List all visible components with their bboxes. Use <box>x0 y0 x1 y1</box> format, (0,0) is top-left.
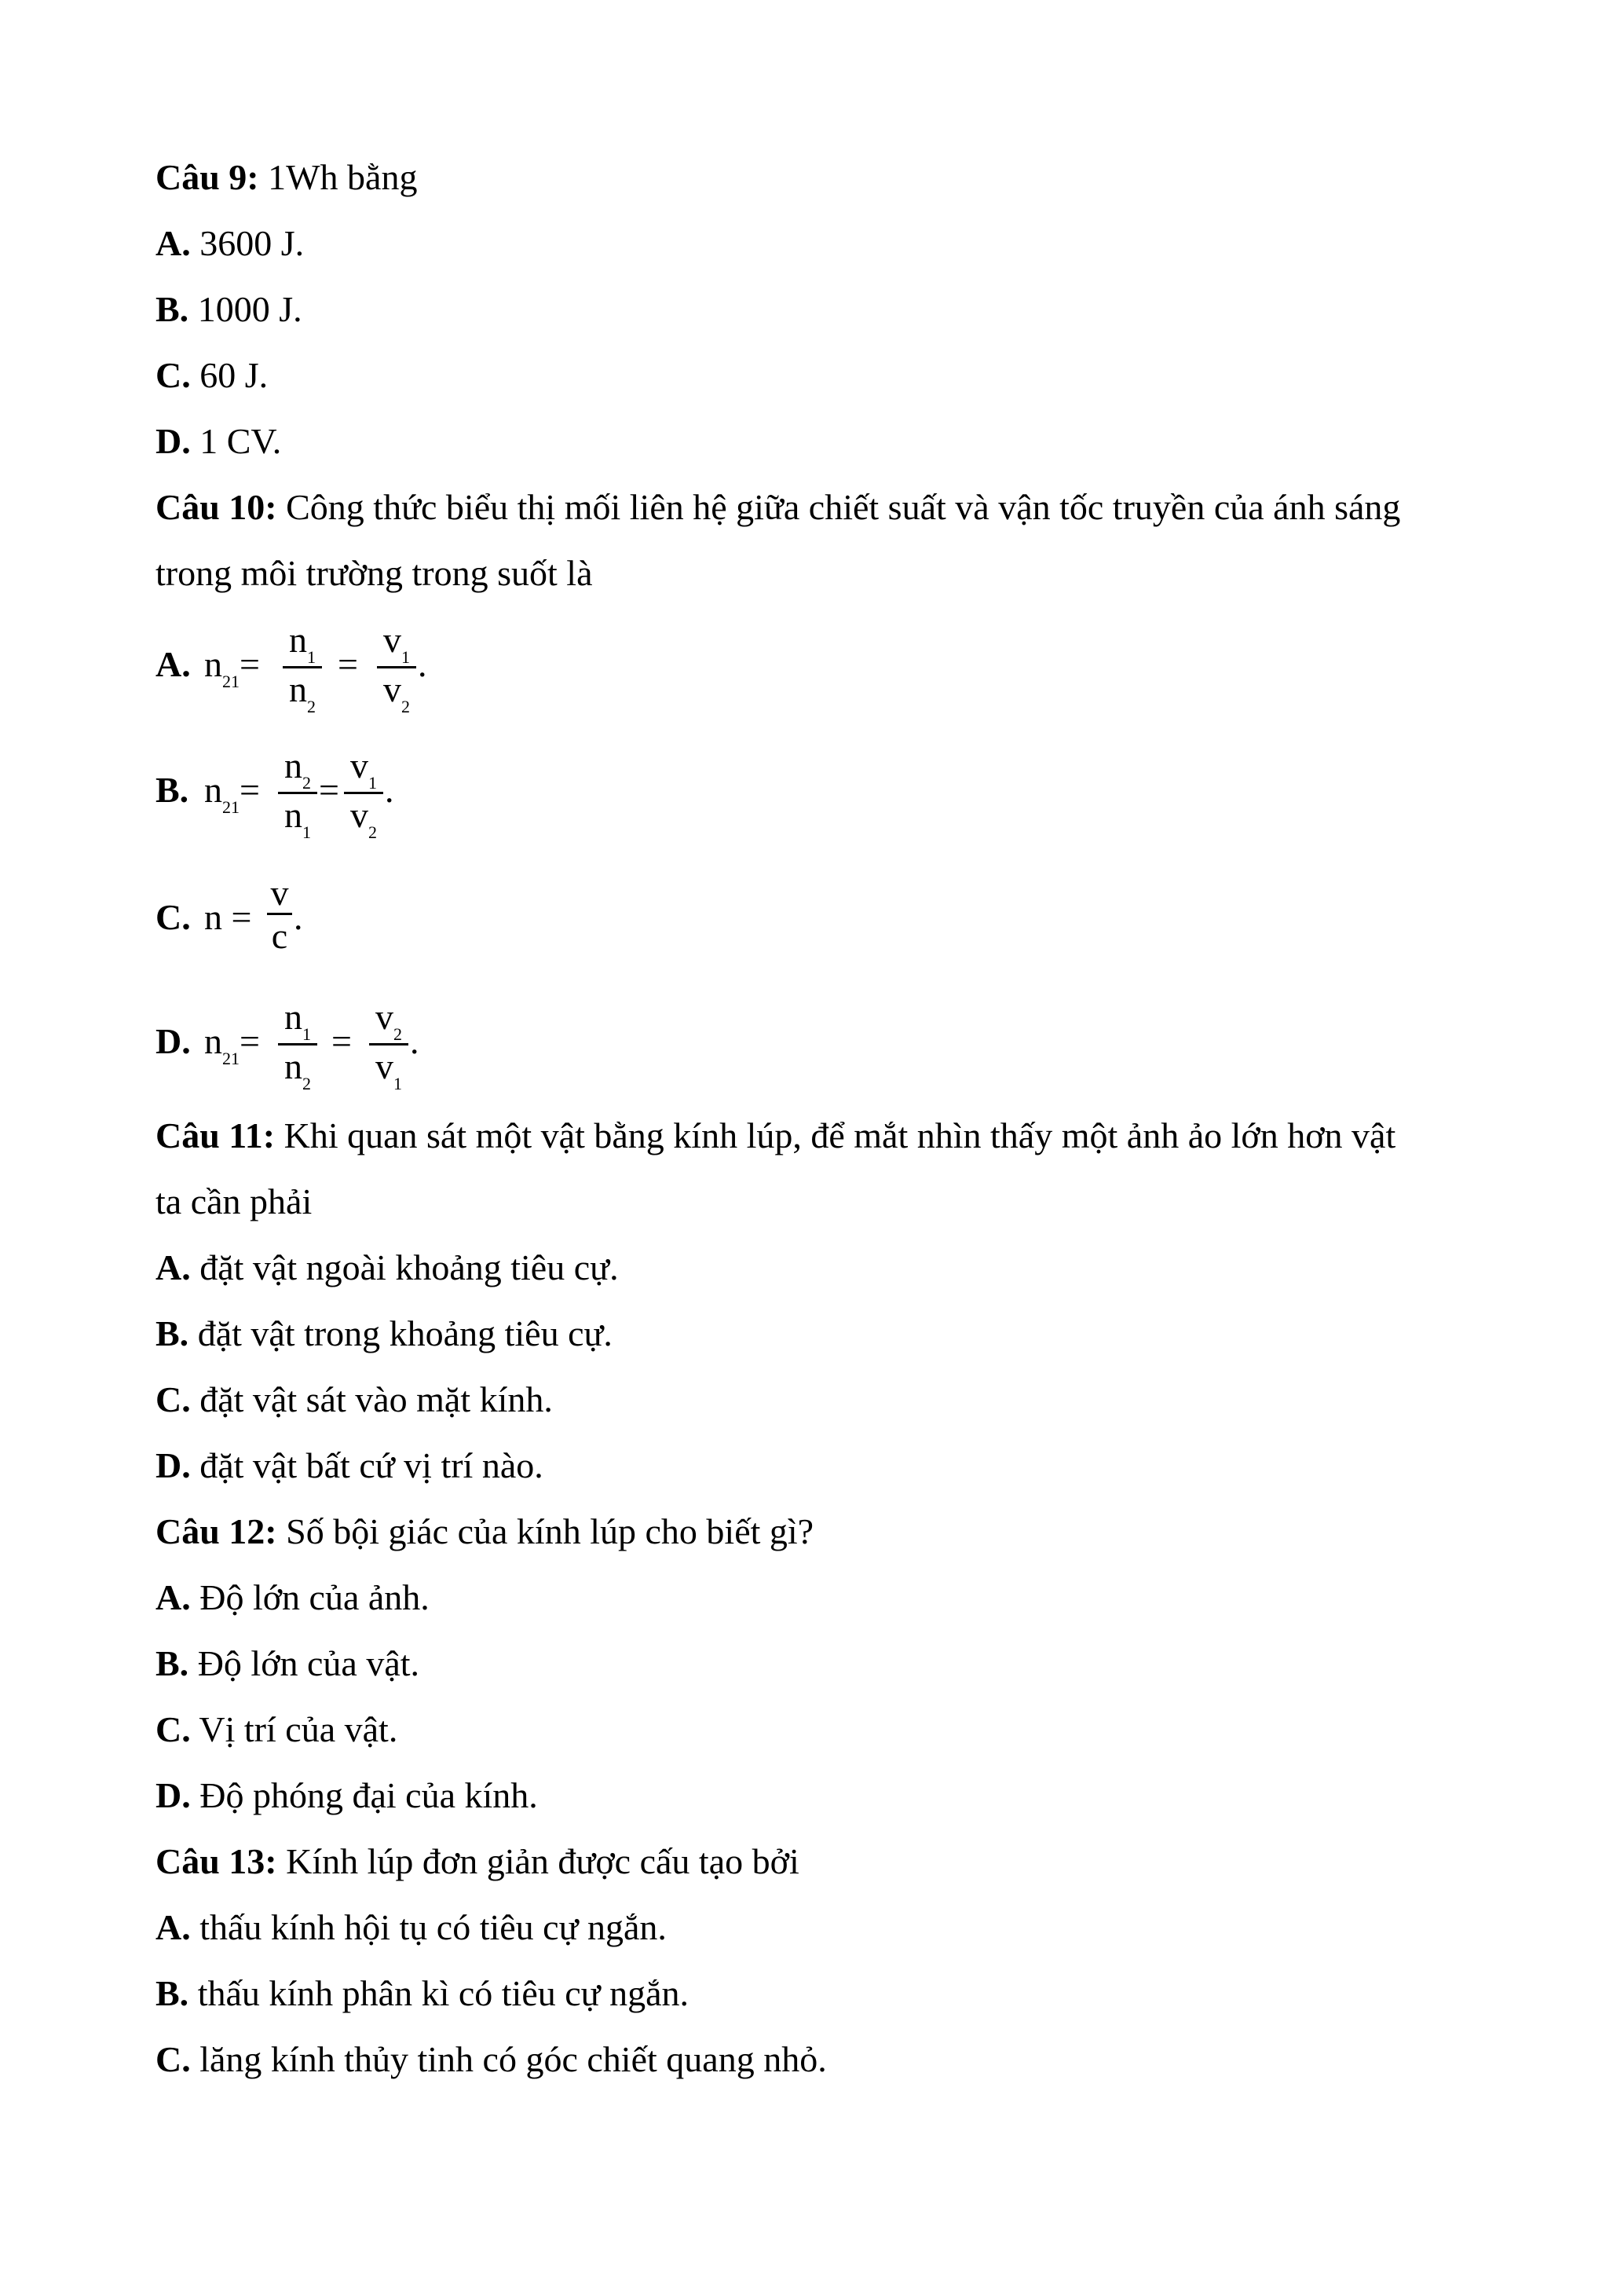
option-key: A. <box>155 1247 191 1287</box>
question-label: Câu 12: <box>155 1511 277 1551</box>
question-text: Số bội giác của kính lúp cho biết gì? <box>286 1511 814 1551</box>
option-text: lăng kính thủy tinh có góc chiết quang nhỏ. <box>199 2039 827 2079</box>
formula-lhs: $n_{21}=$ <box>204 644 260 691</box>
q9-option-b <box>155 286 302 333</box>
question-label: Câu 11: <box>155 1115 276 1155</box>
option-key: B. <box>155 1643 189 1683</box>
option-text: Độ lớn của ảnh. <box>199 1577 430 1617</box>
q12-option-a <box>155 1574 430 1621</box>
q10-option-a: A. $n_{21}=$ $n_1$ $n_2$ = $v_1$ $v_2$ . <box>155 620 427 716</box>
question-label: Câu 10: <box>155 487 277 527</box>
option-text: Độ phóng đại của kính. <box>199 1775 538 1815</box>
formula-lhs: $n_{21}=$ <box>204 1021 260 1068</box>
option-text: đặt vật bất cứ vị trí nào. <box>199 1445 543 1485</box>
equals-sign: = <box>319 770 339 810</box>
q13-option-a <box>155 1904 667 1951</box>
q12-option-b <box>155 1640 419 1687</box>
option-key: C. <box>155 1709 191 1749</box>
question-text: Công thức biểu thị mối liên hệ giữa chiết suất và vận tốc truyền của ánh sáng <box>286 487 1401 527</box>
q13-option-c <box>155 2036 827 2083</box>
question-11 <box>155 1112 1395 1159</box>
option-text: đặt vật trong khoảng tiêu cự. <box>197 1313 613 1353</box>
option-text: 1000 J. <box>197 289 302 329</box>
fraction: $v_1$ $v_2$ <box>344 746 383 843</box>
formula-lhs: n = <box>204 897 252 937</box>
formula-lhs: $n_{21}=$ <box>204 770 260 817</box>
q13-option-b <box>155 1970 689 2017</box>
q10-option-c: C. n = v c . <box>155 873 303 956</box>
option-key: D. <box>155 1775 191 1815</box>
option-text: đặt vật sát vào mặt kính. <box>199 1379 553 1419</box>
question-9 <box>155 154 417 201</box>
q11-option-c <box>155 1376 553 1423</box>
question-text: Khi quan sát một vật bằng kính lúp, để mắt nhìn thấy một ảnh ảo lớn hơn vật <box>283 1115 1396 1155</box>
question-text: ta cần phải <box>155 1181 313 1221</box>
question-11-continued <box>155 1178 312 1225</box>
option-key: C. <box>155 1379 191 1419</box>
option-key: A. <box>155 223 191 263</box>
option-text: 60 J. <box>199 355 269 395</box>
option-key: B. <box>155 1973 189 2013</box>
question-10 <box>155 484 1400 531</box>
option-text: 3600 J. <box>199 223 305 263</box>
option-text: thấu kính hội tụ có tiêu cự ngắn. <box>199 1907 667 1947</box>
question-text: trong môi trường trong suốt là <box>155 553 593 593</box>
q12-option-d <box>155 1772 538 1819</box>
q9-option-c <box>155 352 268 399</box>
question-12 <box>155 1508 814 1555</box>
equals-sign: = <box>331 1021 352 1061</box>
q11-option-b <box>155 1310 613 1357</box>
option-key: C. <box>155 897 191 937</box>
option-key: C. <box>155 355 191 395</box>
option-key: B. <box>155 289 189 329</box>
option-key: A. <box>155 1577 191 1617</box>
option-text: Vị trí của vật. <box>199 1709 398 1749</box>
option-key: A. <box>155 1907 191 1947</box>
question-10-continued <box>155 550 593 597</box>
option-text: Độ lớn của vật. <box>197 1643 420 1683</box>
q12-option-c <box>155 1706 397 1753</box>
option-text: thấu kính phân kì có tiêu cự ngắn. <box>197 1973 689 2013</box>
fraction: $v_1$ $v_2$ <box>377 621 416 717</box>
question-text: Kính lúp đơn giản được cấu tạo bởi <box>286 1841 799 1881</box>
q11-option-d <box>155 1442 543 1489</box>
question-label: Câu 13: <box>155 1841 277 1881</box>
q9-option-a <box>155 220 304 267</box>
option-key: C. <box>155 2039 191 2079</box>
fraction: $v_2$ $v_1$ <box>369 998 408 1094</box>
fraction: $n_1$ $n_2$ <box>283 621 322 717</box>
fraction: $n_1$ $n_2$ <box>278 998 317 1094</box>
q10-option-b: B. $n_{21}=$ $n_2$ $n_1$ = $v_1$ $v_2$ . <box>155 745 394 842</box>
option-text: 1 CV. <box>199 421 282 461</box>
q11-option-a <box>155 1244 619 1291</box>
option-key: B. <box>155 770 189 810</box>
option-key: D. <box>155 421 191 461</box>
fraction: $n_2$ $n_1$ <box>278 746 317 843</box>
option-key: B. <box>155 1313 189 1353</box>
question-13 <box>155 1838 799 1885</box>
option-key: D. <box>155 1445 191 1485</box>
option-text: đặt vật ngoài khoảng tiêu cự. <box>199 1247 619 1287</box>
option-key: D. <box>155 1021 191 1061</box>
option-key: A. <box>155 644 191 684</box>
fraction: v c <box>267 873 292 958</box>
question-label: Câu 9: <box>155 157 259 197</box>
question-text: 1Wh bằng <box>268 157 418 197</box>
q10-option-d: D. $n_{21}=$ $n_1$ $n_2$ = $v_2$ $v_1$ . <box>155 997 419 1093</box>
equals-sign: = <box>338 644 358 684</box>
q9-option-d <box>155 418 281 465</box>
